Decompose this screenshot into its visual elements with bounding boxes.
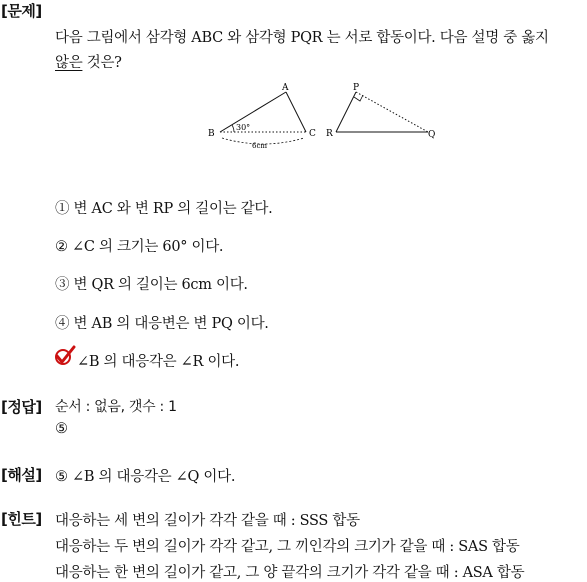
- angle-label: 30°: [236, 123, 251, 132]
- label-p: P: [353, 83, 360, 93]
- question-line-2: [55, 51, 122, 72]
- length-label: 6cm: [252, 142, 268, 150]
- check-mark-icon: [53, 344, 77, 368]
- choice-2: ② ∠C 의 크기는 60° 이다.: [55, 239, 224, 255]
- choice-4: ④ 변 AB 의 대응변은 변 PQ 이다.: [55, 316, 269, 332]
- choice-1: ① 변 AC 와 변 RP 의 길이는 같다.: [55, 201, 273, 217]
- explanation-tag: [해설]: [1, 466, 42, 484]
- hint-line-1: 대응하는 세 변의 길이가 각각 같을 때 : SSS 합동: [55, 513, 360, 529]
- choice-5: ∠B 의 대응각은 ∠R 이다.: [77, 354, 240, 370]
- question-emphasis: 않은: [55, 55, 83, 71]
- triangle-pqr: [326, 83, 435, 140]
- hint-line-2: 대응하는 두 변의 길이가 각각 같고, 그 끼인각의 크기가 같을 때 : SAS 합동: [55, 539, 520, 555]
- angle-p-mark: [354, 95, 363, 101]
- side-ab: [220, 92, 286, 132]
- label-r: R: [326, 129, 333, 139]
- triangles-figure: [200, 80, 440, 152]
- side-pq: [356, 92, 428, 132]
- triangle-abc: [208, 83, 316, 150]
- question-line-1: 다음 그림에서 삼각형 ABC 와 삼각형 PQR 는 서로 합동이다. 다음 설명 중 옳지: [55, 30, 549, 46]
- label-b: B: [208, 129, 215, 139]
- hint-line-3: 대응하는 한 변의 길이가 같고, 그 양 끝각의 크기가 각각 같을 때 : ASA 합동: [55, 565, 525, 581]
- side-pr: [336, 92, 356, 132]
- question-tail: 것은?: [82, 55, 122, 71]
- choice-3: ③ 변 QR 의 길이는 6cm 이다.: [55, 277, 248, 293]
- problem-tag: [문제]: [1, 2, 42, 20]
- answer-tag: [정답]: [1, 398, 42, 416]
- answer-line-2: ⑤: [55, 421, 68, 437]
- answer-line-1: 순서 : 없음, 갯수 : 1: [55, 399, 177, 415]
- angle-b-arc: [232, 125, 234, 132]
- label-q: Q: [428, 130, 436, 140]
- side-ac: [286, 92, 306, 132]
- hint-tag: [힌트]: [1, 510, 42, 528]
- label-c: C: [309, 129, 316, 139]
- label-a: A: [282, 83, 289, 93]
- explanation-text: ⑤ ∠B 의 대응각은 ∠Q 이다.: [55, 469, 236, 485]
